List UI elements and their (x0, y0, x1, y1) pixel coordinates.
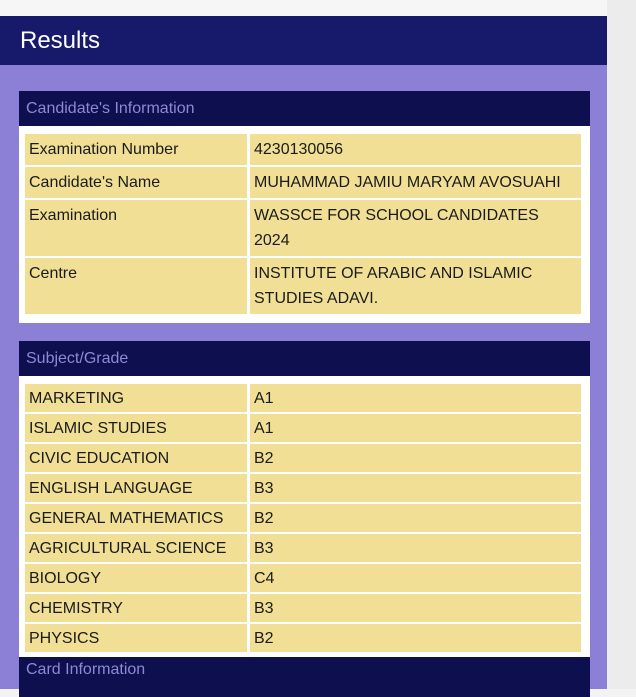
subject-name: ENGLISH LANGUAGE (25, 474, 247, 502)
subject-grade: B2 (250, 624, 581, 652)
subject-name: GENERAL MATHEMATICS (25, 504, 247, 532)
candidate-info-label: Examination (25, 200, 247, 256)
subject-name: BIOLOGY (25, 564, 247, 592)
subject-grade: B3 (250, 534, 581, 562)
grade-row (25, 534, 581, 562)
results-page (0, 16, 607, 689)
subject-name: PHYSICS (25, 624, 247, 652)
candidate-info-value: INSTITUTE OF ARABIC AND ISLAMIC STUDIES ADAVI. (250, 258, 581, 314)
grade-row (25, 564, 581, 592)
grade-row (25, 444, 581, 472)
subject-name: ISLAMIC STUDIES (25, 414, 247, 442)
candidate-info-value: 4230130056 (250, 134, 581, 165)
subject-name: MARKETING (25, 384, 247, 412)
candidate-info-table (25, 132, 581, 316)
candidate-info-box (19, 126, 590, 323)
subject-grade: A1 (250, 384, 581, 412)
subject-grade: B2 (250, 444, 581, 472)
subject-grade-title: Subject/Grade (19, 341, 590, 376)
grade-row (25, 624, 581, 652)
grade-row (25, 474, 581, 502)
grade-row (25, 384, 581, 412)
subject-grade-table (25, 382, 581, 654)
candidate-info-row (25, 134, 581, 165)
subject-grade: A1 (250, 414, 581, 442)
page-header (0, 16, 607, 65)
right-strip (607, 0, 636, 689)
candidate-info-row (25, 258, 581, 314)
top-strip (0, 0, 636, 16)
candidate-info-label: Examination Number (25, 134, 247, 165)
candidate-info-title: Candidate's Information (19, 91, 590, 126)
candidate-info-value: MUHAMMAD JAMIU MARYAM AVOSUAHI (250, 167, 581, 198)
candidate-info-value: WASSCE FOR SCHOOL CANDIDATES 2024 (250, 200, 581, 256)
subject-name: AGRICULTURAL SCIENCE (25, 534, 247, 562)
subject-grade-box (19, 376, 590, 661)
subject-grade: B3 (250, 594, 581, 622)
grade-row (25, 594, 581, 622)
subject-name: CHEMISTRY (25, 594, 247, 622)
candidate-info-label: Centre (25, 258, 247, 314)
grade-row (25, 414, 581, 442)
candidate-info-label: Candidate's Name (25, 167, 247, 198)
candidate-info-row (25, 167, 581, 198)
grade-row (25, 504, 581, 532)
subject-name: CIVIC EDUCATION (25, 444, 247, 472)
candidate-info-card (19, 91, 590, 323)
subject-grade: B3 (250, 474, 581, 502)
subject-grade: C4 (250, 564, 581, 592)
card-info-section (19, 657, 590, 697)
subject-grade: B2 (250, 504, 581, 532)
subject-grade-card (19, 341, 590, 661)
card-info-title: Card Information (26, 661, 146, 678)
candidate-info-row (25, 200, 581, 256)
page-title: Results (20, 27, 101, 54)
